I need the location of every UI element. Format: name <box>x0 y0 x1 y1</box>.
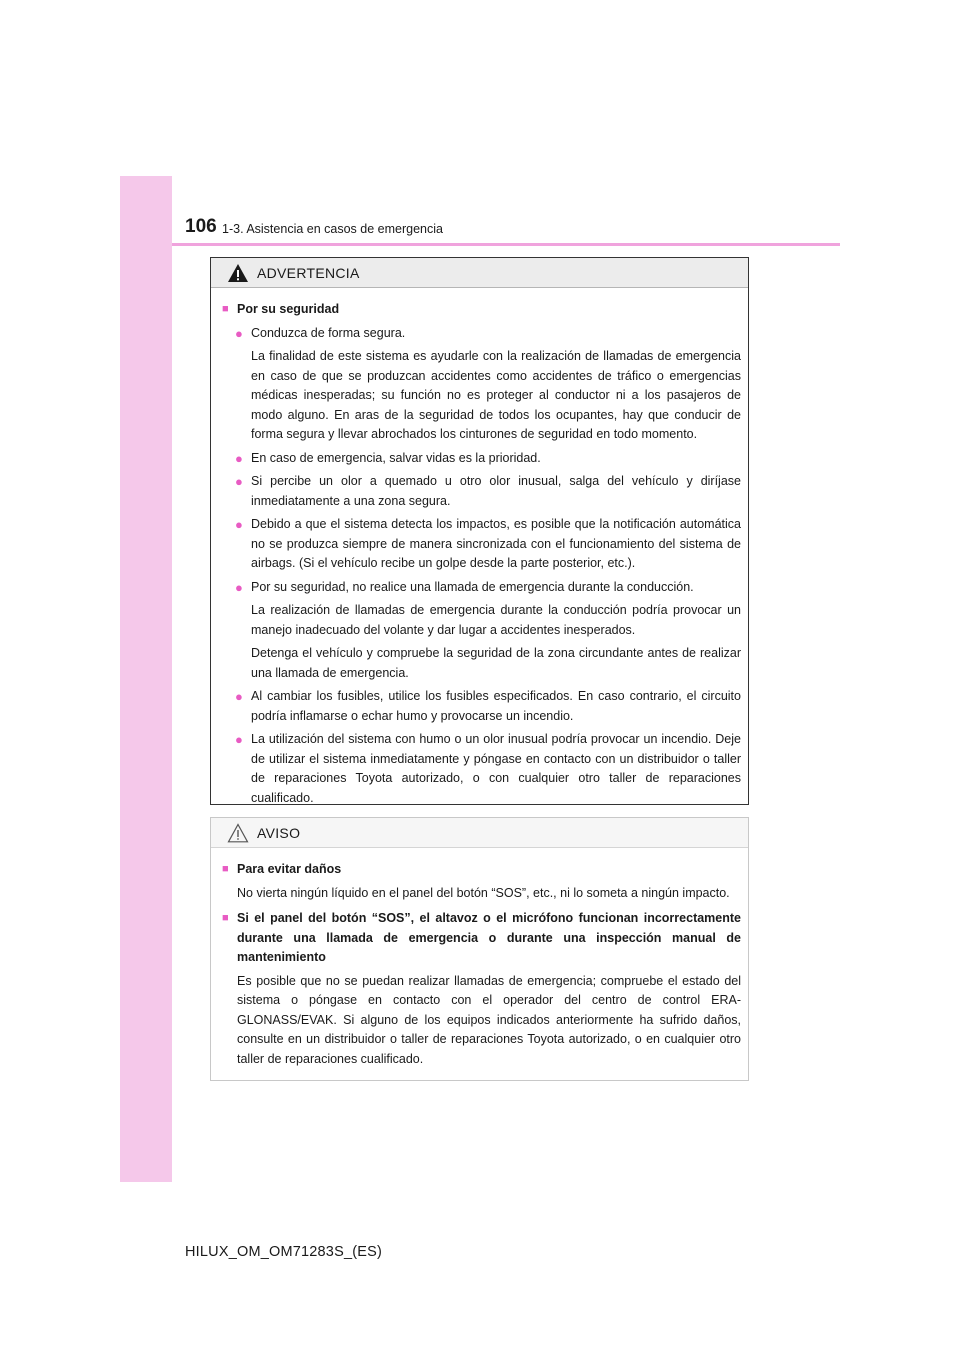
warning-triangle-icon <box>227 263 249 283</box>
bullet-icon: ● <box>235 689 243 704</box>
bullet-icon: ● <box>235 474 243 489</box>
list-item: ● Conduzca de forma segura. <box>235 324 741 344</box>
list-item: ● Debido a que el sistema detecta los impactos, es posible que la notificación automática no se produzca siempre de manera sincronizada con el funcionamiento del sistema de airbags. (Si el vehículo recibe un golpe desde la parte posterior, etc.). <box>235 515 741 574</box>
paragraph: Es posible que no se puedan realizar llamadas de emergencia; compruebe el estado del sistema o póngase en contacto con el operador del centro de control ERA-GLONASS/EVAK. Si alguno de los equipos indicados anteriormente ha sufrido daños, consulte en un distribuidor o taller de reparaciones Toyota autorizado, o en cualquier otro taller de reparaciones cualificado. <box>237 973 741 1066</box>
list-item: ● Al cambiar los fusibles, utilice los fusibles especificados. En caso contrario, el circuito podría inflamarse o echar humo y provocarse un incendio. <box>235 687 741 726</box>
bullet-icon: ● <box>235 325 243 341</box>
page-number: 106 <box>185 216 217 237</box>
side-tab <box>120 176 172 1182</box>
paragraph: La realización de llamadas de emergencia durante la conducción podría provocar un manejo inadecuado del volante y dar lugar a accidentes inesperados. <box>251 603 741 637</box>
warning-box-header <box>211 258 748 288</box>
notice-box <box>210 817 749 1081</box>
footer-code: HILUX_OM_OM71283S_(ES) <box>185 1244 383 1260</box>
header-rule <box>172 243 840 246</box>
bullet-icon: ● <box>235 450 243 466</box>
caution-triangle-outline-icon <box>227 823 249 843</box>
bullet-icon: ● <box>235 579 243 595</box>
square-bullet-icon: ■ <box>222 863 229 875</box>
square-bullet-icon: ■ <box>222 912 229 924</box>
list-item: ● Si percibe un olor a quemado u otro olor inusual, salga del vehículo y diríjase inmediatamente a una zona segura. <box>235 472 741 511</box>
list-item: ● En caso de emergencia, salvar vidas es la prioridad. <box>235 449 741 469</box>
warning-box <box>210 257 749 805</box>
paragraph: Detenga el vehículo y compruebe la seguridad de la zona circundante antes de realizar una llamada de emergencia. <box>251 646 741 680</box>
square-bullet-icon: ■ <box>222 303 229 315</box>
list-item: ● La utilización del sistema con humo o un olor inusual podría provocar un incendio. Deje de utilizar el sistema inmediatamente y póngase en contacto con un distribuidor o taller de reparaciones Toyota autorizado, o con cualquier otro taller de reparaciones cualificado. <box>235 730 741 808</box>
list-item: ● Por su seguridad, no realice una llamada de emergencia durante la conducción. <box>235 578 741 598</box>
notice-heading: ■ Si el panel del botón “SOS”, el altavoz o el micrófono funcionan incorrectamente durante una llamada de emergencia o durante una inspección manual de mantenimiento <box>222 909 741 968</box>
notice-title: AVISO <box>257 824 301 841</box>
notice-body <box>211 848 748 1069</box>
paragraph: La finalidad de este sistema es ayudarle con la realización de llamadas de emergencia en caso de que se produzcan accidentes como accidentes de tráfico o emergencias médicas inesperadas; su función no es proteger al conductor ni a los pasajeros de modo alguno. En aras de la seguridad de todos los ocupantes, hay que conducir de forma segura y llevar abrochados los cinturones de seguridad en todo momento. <box>251 349 741 441</box>
warning-heading: ■ Por su seguridad <box>222 300 741 320</box>
warning-body <box>211 288 748 808</box>
notice-box-header <box>211 818 748 848</box>
section-title: 1-3. Asistencia en casos de emergencia <box>222 222 443 236</box>
warning-title: ADVERTENCIA <box>257 264 360 281</box>
paragraph: No vierta ningún líquido en el panel del botón “SOS”, etc., ni lo someta a ningún impacto. <box>237 885 730 900</box>
notice-heading: ■ Para evitar daños <box>222 860 741 880</box>
bullet-icon: ● <box>235 732 243 747</box>
bullet-icon: ● <box>235 517 243 532</box>
